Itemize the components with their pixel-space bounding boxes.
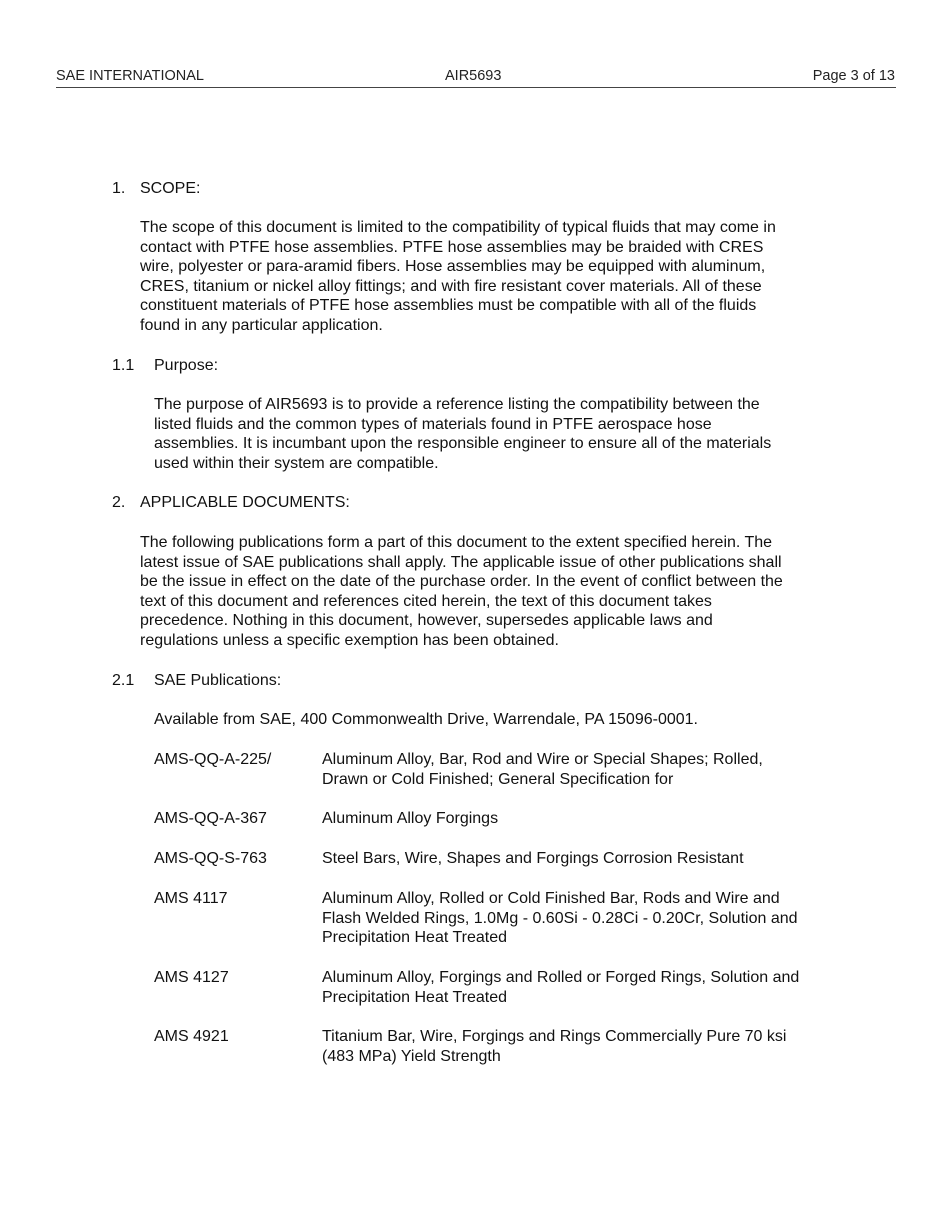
description-line: Steel Bars, Wire, Shapes and Forgings Corrosion Resistant [322, 850, 744, 867]
body-line: regulations unless a specific exemption has been obtained. [140, 631, 559, 649]
body-line: The following publications form a part of this document to the extent specified herein. The [140, 534, 773, 551]
page-header [56, 67, 896, 88]
description-line: Aluminum Alloy, Bar, Rod and Wire or Special Shapes; Rolled, [322, 751, 763, 768]
description-line: Titanium Bar, Wire, Forgings and Rings Commercially Pure 70 ksi [322, 1028, 787, 1045]
reference-code: AMS-QQ-A-225/ [154, 751, 272, 768]
reference-code: AMS 4127 [154, 969, 229, 986]
description-line: Precipitation Heat Treated [322, 988, 507, 1006]
reference-description [322, 889, 798, 948]
description-line: Flash Welded Rings, 1.0Mg - 0.60Si - 0.28Ci - 0.20Cr, Solution and [322, 909, 798, 927]
body-line: The purpose of AIR5693 is to provide a reference listing the compatibility between the [154, 396, 760, 413]
body-line: listed fluids and the common types of materials found in PTFE aerospace hose [154, 415, 712, 433]
body-line: text of this document and references cited herein, the text of this document takes [140, 592, 712, 610]
reference-description [322, 750, 763, 789]
header-document-id: AIR5693 [445, 68, 502, 84]
description-line: Drawn or Cold Finished; General Specification for [322, 770, 674, 788]
body-line: used within their system are compatible. [154, 454, 439, 472]
reference-description [322, 849, 744, 869]
description-line: Aluminum Alloy, Forgings and Rolled or Forged Rings, Solution and [322, 969, 800, 986]
reference-code: AMS 4921 [154, 1028, 229, 1045]
section-1-1-number: 1.1 [112, 357, 135, 374]
body-line: contact with PTFE hose assemblies. PTFE hose assemblies may be braided with CRES [140, 238, 764, 256]
body-line: The scope of this document is limited to the compatibility of typical fluids that may come in [140, 219, 776, 236]
header-organization: SAE INTERNATIONAL [56, 68, 204, 84]
reference-code: AMS-QQ-A-367 [154, 810, 267, 827]
reference-code: AMS 4117 [154, 890, 228, 907]
section-1-body [140, 218, 776, 336]
section-2-number: 2. [112, 494, 126, 511]
body-line: assemblies. It is incumbant upon the responsible engineer to ensure all of the materials [154, 435, 772, 453]
header-page-number: Page 3 of 13 [812, 68, 895, 84]
section-1-1-title: Purpose: [154, 357, 219, 374]
body-line: wire, polyester or para-aramid fibers. Hose assemblies may be equipped with aluminum, [140, 258, 766, 276]
section-1-number: 1. [112, 180, 126, 197]
description-line: Aluminum Alloy Forgings [322, 810, 499, 827]
description-line: (483 MPa) Yield Strength [322, 1047, 501, 1065]
reference-description [322, 968, 799, 1007]
sae-availability-note: Available from SAE, 400 Commonwealth Drive, Warrendale, PA 15096-0001. [154, 711, 698, 728]
section-2-1-number: 2.1 [112, 672, 135, 689]
section-2-body [140, 533, 783, 651]
body-line: constituent materials of PTFE hose assemblies must be compatible with all of the fluids [140, 297, 757, 315]
body-line: latest issue of SAE publications shall apply. The applicable issue of other publications shall [140, 553, 782, 571]
section-1-1-body [154, 395, 771, 473]
body-line: CRES, titanium or nickel alloy fittings; and with fire resistant cover materials. All of these [140, 277, 762, 295]
section-2-1-title: SAE Publications: [154, 672, 282, 689]
reference-code: AMS-QQ-S-763 [154, 850, 267, 867]
section-2-title: APPLICABLE DOCUMENTS: [140, 494, 350, 511]
reference-description [322, 809, 498, 829]
body-line: precedence. Nothing in this document, however, supersedes applicable laws and [140, 612, 713, 630]
body-line: found in any particular application. [140, 316, 383, 334]
body-line: be the issue in effect on the date of the purchase order. In the event of conflict between the [140, 573, 783, 591]
description-line: Aluminum Alloy, Rolled or Cold Finished Bar, Rods and Wire and [322, 890, 780, 907]
section-1-title: SCOPE: [140, 180, 201, 197]
reference-description [322, 1027, 786, 1066]
description-line: Precipitation Heat Treated [322, 929, 507, 947]
